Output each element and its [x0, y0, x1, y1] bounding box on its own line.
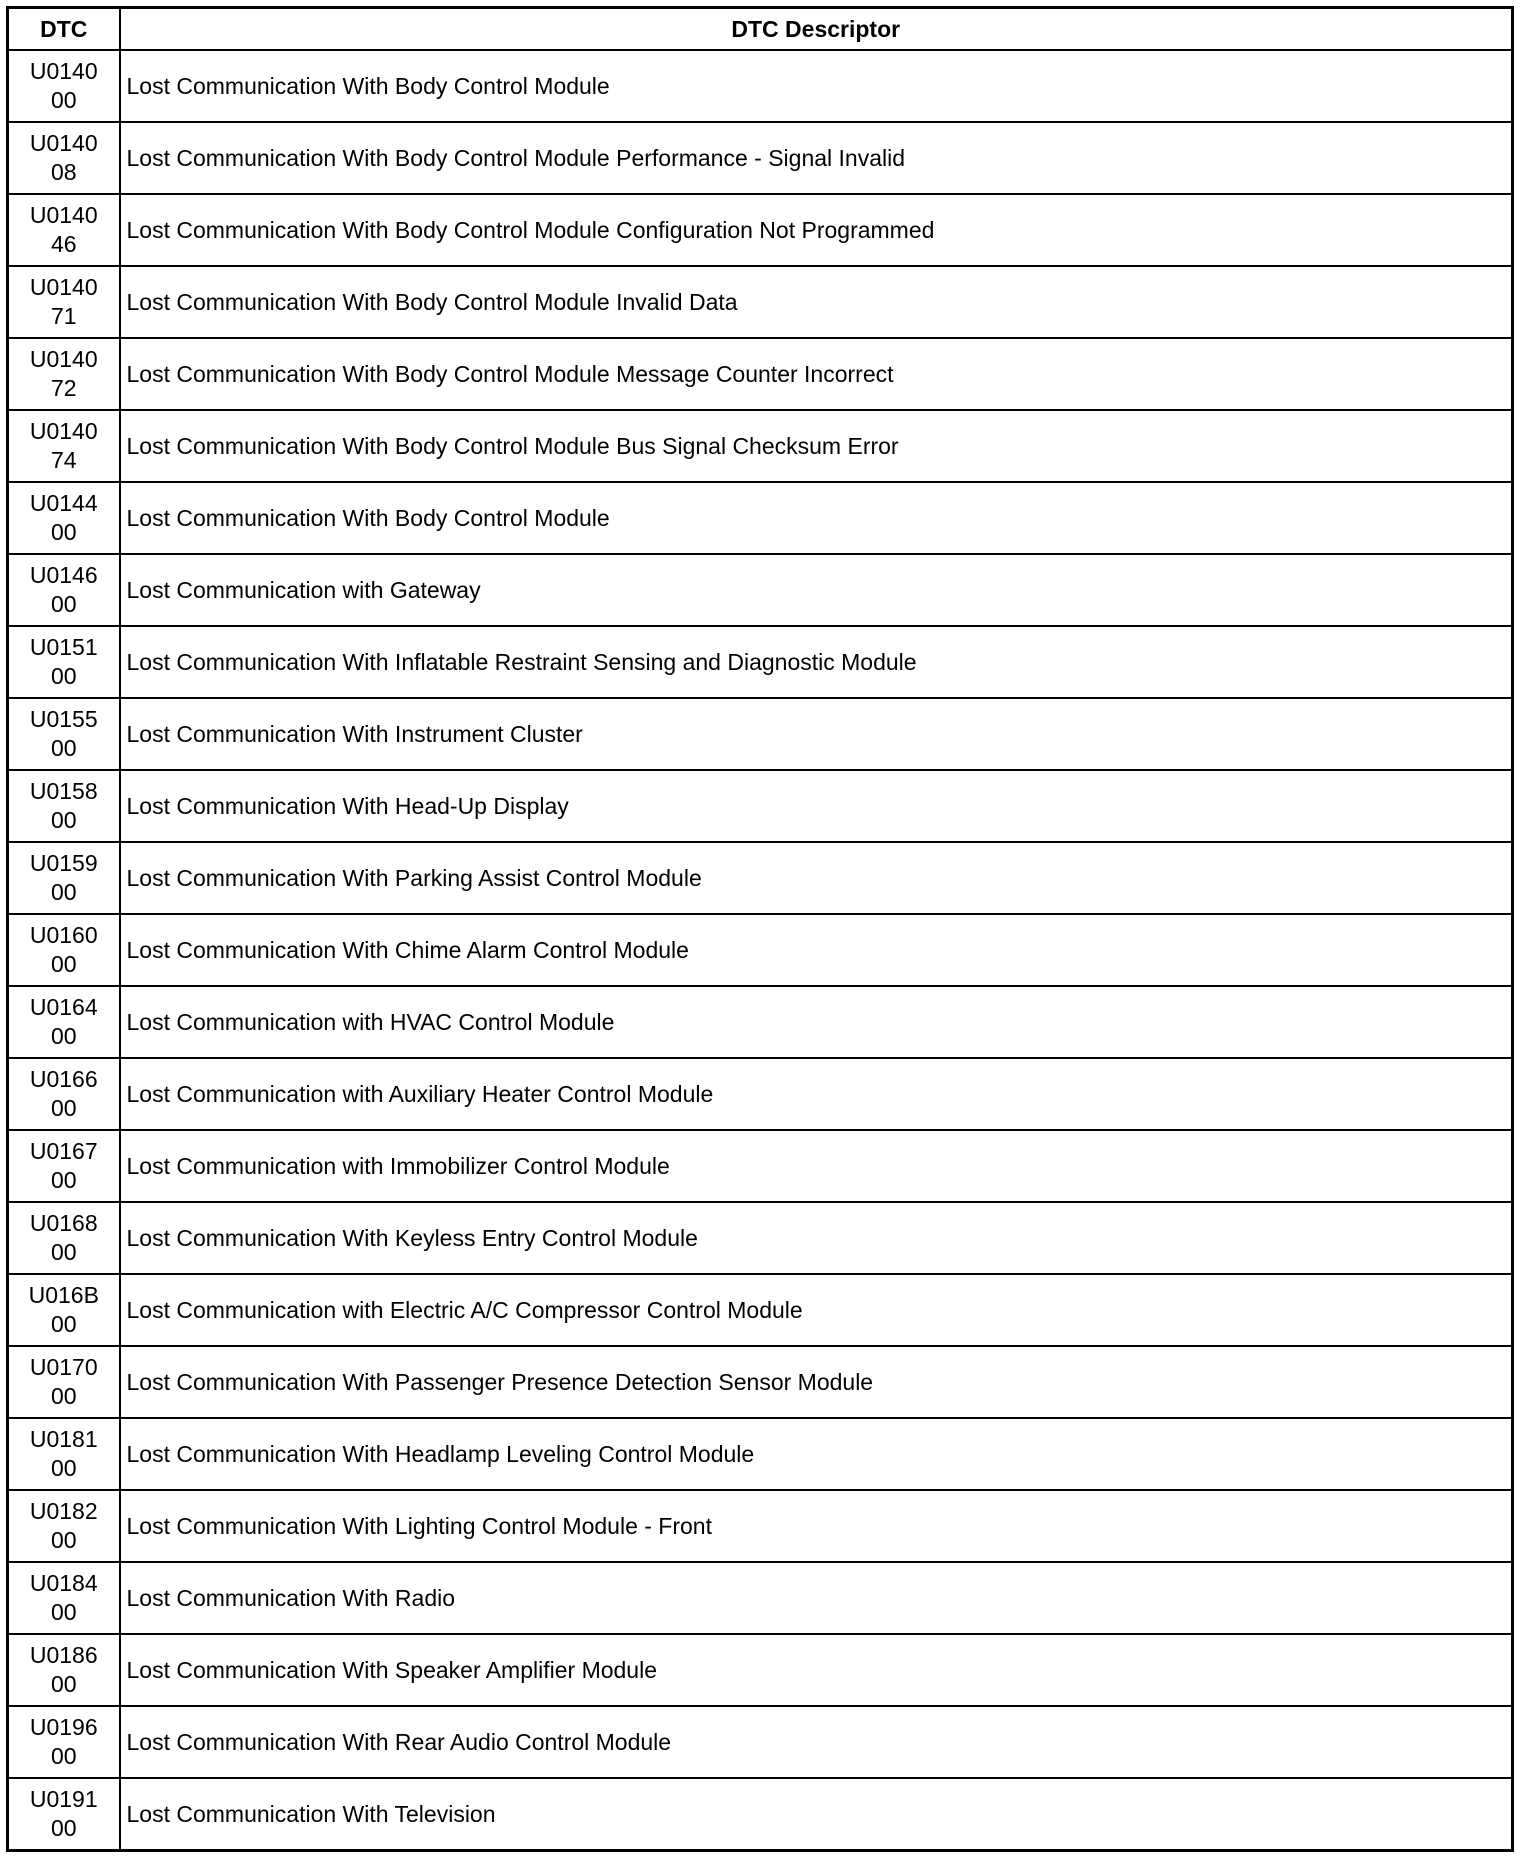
dtc-descriptor: Lost Communication with Electric A/C Compressor Control Module: [120, 1274, 1513, 1346]
table-row: [8, 1706, 1513, 1778]
table-header-row: [8, 8, 1513, 51]
dtc-descriptor: Lost Communication with Auxiliary Heater Control Module: [120, 1058, 1513, 1130]
dtc-descriptor: Lost Communication With Body Control Module Performance - Signal Invalid: [120, 122, 1513, 194]
column-header-descriptor: DTC Descriptor: [120, 8, 1513, 51]
dtc-code: U0191: [29, 1786, 98, 1812]
table-row: [8, 1490, 1513, 1562]
dtc-symptom-byte: 00: [50, 1167, 77, 1193]
dtc-symptom-byte: 00: [50, 87, 77, 113]
dtc-descriptor: Lost Communication With Passenger Presence Detection Sensor Module: [120, 1346, 1513, 1418]
dtc-code: U0182: [29, 1498, 98, 1524]
dtc-symptom-byte: 00: [50, 1743, 77, 1769]
dtc-code: U0196: [29, 1714, 98, 1740]
dtc-code-cell: [8, 770, 120, 842]
dtc-code-cell: [8, 50, 120, 122]
dtc-code-cell: [8, 482, 120, 554]
dtc-symptom-byte: 71: [50, 303, 77, 329]
dtc-code: U0140: [29, 346, 98, 372]
dtc-descriptor: Lost Communication With Body Control Module Invalid Data: [120, 266, 1513, 338]
dtc-symptom-byte: 00: [50, 951, 77, 977]
table-row: [8, 914, 1513, 986]
dtc-code: U0140: [29, 58, 98, 84]
table-row: [8, 1418, 1513, 1490]
dtc-code-cell: [8, 410, 120, 482]
dtc-descriptor: Lost Communication With Body Control Module Configuration Not Programmed: [120, 194, 1513, 266]
dtc-symptom-byte: 00: [50, 1239, 77, 1265]
dtc-code: U0166: [29, 1066, 98, 1092]
table-row: [8, 122, 1513, 194]
dtc-code-cell: [8, 554, 120, 626]
dtc-code-cell: [8, 1058, 120, 1130]
dtc-code: U016B: [28, 1282, 99, 1308]
table-row: [8, 1346, 1513, 1418]
dtc-code-cell: [8, 626, 120, 698]
dtc-code-cell: [8, 1418, 120, 1490]
dtc-descriptor: Lost Communication with HVAC Control Module: [120, 986, 1513, 1058]
table-body: [8, 50, 1513, 1851]
column-header-dtc: DTC: [8, 8, 120, 51]
dtc-symptom-byte: 00: [50, 1599, 77, 1625]
dtc-code-cell: [8, 842, 120, 914]
dtc-descriptor: Lost Communication With Television: [120, 1778, 1513, 1851]
dtc-code-cell: [8, 698, 120, 770]
dtc-descriptor: Lost Communication With Body Control Module Bus Signal Checksum Error: [120, 410, 1513, 482]
dtc-code: U0140: [29, 418, 98, 444]
dtc-code-cell: [8, 1778, 120, 1851]
dtc-symptom-byte: 00: [50, 591, 77, 617]
table-row: [8, 626, 1513, 698]
dtc-code: U0158: [29, 778, 98, 804]
dtc-symptom-byte: 00: [50, 807, 77, 833]
dtc-code-cell: [8, 1130, 120, 1202]
dtc-code-cell: [8, 1274, 120, 1346]
dtc-code: U0181: [29, 1426, 98, 1452]
dtc-code-cell: [8, 986, 120, 1058]
dtc-symptom-byte: 08: [50, 159, 77, 185]
table-row: [8, 770, 1513, 842]
dtc-code-cell: [8, 914, 120, 986]
dtc-symptom-byte: 00: [50, 1527, 77, 1553]
dtc-code-cell: [8, 1490, 120, 1562]
dtc-code: U0167: [29, 1138, 98, 1164]
dtc-descriptor: Lost Communication With Lighting Control Module - Front: [120, 1490, 1513, 1562]
table-row: [8, 1202, 1513, 1274]
table-row: [8, 842, 1513, 914]
dtc-descriptor: Lost Communication With Body Control Module Message Counter Incorrect: [120, 338, 1513, 410]
dtc-descriptor: Lost Communication With Inflatable Restraint Sensing and Diagnostic Module: [120, 626, 1513, 698]
table-row: [8, 1274, 1513, 1346]
dtc-descriptor: Lost Communication With Speaker Amplifier Module: [120, 1634, 1513, 1706]
dtc-code-cell: [8, 194, 120, 266]
dtc-code-cell: [8, 1634, 120, 1706]
dtc-symptom-byte: 00: [50, 1023, 77, 1049]
dtc-descriptor: Lost Communication With Keyless Entry Control Module: [120, 1202, 1513, 1274]
dtc-descriptor: Lost Communication With Chime Alarm Control Module: [120, 914, 1513, 986]
table-row: [8, 338, 1513, 410]
dtc-symptom-byte: 00: [50, 879, 77, 905]
dtc-symptom-byte: 46: [50, 231, 77, 257]
dtc-code: U0186: [29, 1642, 98, 1668]
dtc-descriptor: Lost Communication With Parking Assist Control Module: [120, 842, 1513, 914]
dtc-code-cell: [8, 266, 120, 338]
table-row: [8, 50, 1513, 122]
dtc-code-cell: [8, 1346, 120, 1418]
dtc-descriptor: Lost Communication with Immobilizer Control Module: [120, 1130, 1513, 1202]
table-row: [8, 1130, 1513, 1202]
dtc-descriptor: Lost Communication With Headlamp Leveling Control Module: [120, 1418, 1513, 1490]
dtc-descriptor: Lost Communication With Head-Up Display: [120, 770, 1513, 842]
dtc-symptom-byte: 00: [50, 1095, 77, 1121]
dtc-descriptor: Lost Communication With Body Control Module: [120, 50, 1513, 122]
dtc-symptom-byte: 00: [50, 1311, 77, 1337]
dtc-code: U0159: [29, 850, 98, 876]
dtc-symptom-byte: 00: [50, 519, 77, 545]
dtc-code: U0151: [29, 634, 98, 660]
dtc-code-cell: [8, 1706, 120, 1778]
dtc-code: U0144: [29, 490, 98, 516]
table-row: [8, 554, 1513, 626]
dtc-code-cell: [8, 1562, 120, 1634]
dtc-code: U0146: [29, 562, 98, 588]
dtc-descriptor: Lost Communication with Gateway: [120, 554, 1513, 626]
table-row: [8, 1562, 1513, 1634]
table-row: [8, 482, 1513, 554]
table-row: [8, 1634, 1513, 1706]
dtc-code-cell: [8, 122, 120, 194]
dtc-descriptor: Lost Communication With Instrument Cluster: [120, 698, 1513, 770]
dtc-code: U0184: [29, 1570, 98, 1596]
dtc-descriptor: Lost Communication With Body Control Module: [120, 482, 1513, 554]
table-row: [8, 266, 1513, 338]
dtc-descriptor: Lost Communication With Rear Audio Control Module: [120, 1706, 1513, 1778]
dtc-code: U0168: [29, 1210, 98, 1236]
dtc-code: U0170: [29, 1354, 98, 1380]
dtc-symptom-byte: 00: [50, 1383, 77, 1409]
dtc-symptom-byte: 00: [50, 1455, 77, 1481]
table-row: [8, 986, 1513, 1058]
table-row: [8, 1778, 1513, 1851]
dtc-symptom-byte: 00: [50, 1671, 77, 1697]
dtc-symptom-byte: 74: [50, 447, 77, 473]
dtc-code: U0140: [29, 202, 98, 228]
dtc-symptom-byte: 00: [50, 1815, 77, 1841]
dtc-descriptor: Lost Communication With Radio: [120, 1562, 1513, 1634]
dtc-code: U0155: [29, 706, 98, 732]
table-row: [8, 410, 1513, 482]
table-row: [8, 698, 1513, 770]
dtc-table: [6, 6, 1514, 1852]
dtc-code: U0140: [29, 130, 98, 156]
dtc-code: U0164: [29, 994, 98, 1020]
dtc-code: U0160: [29, 922, 98, 948]
dtc-code: U0140: [29, 274, 98, 300]
table-row: [8, 194, 1513, 266]
dtc-symptom-byte: 00: [50, 663, 77, 689]
dtc-symptom-byte: 00: [50, 735, 77, 761]
dtc-code-cell: [8, 1202, 120, 1274]
dtc-code-cell: [8, 338, 120, 410]
table-row: [8, 1058, 1513, 1130]
dtc-symptom-byte: 72: [50, 375, 77, 401]
